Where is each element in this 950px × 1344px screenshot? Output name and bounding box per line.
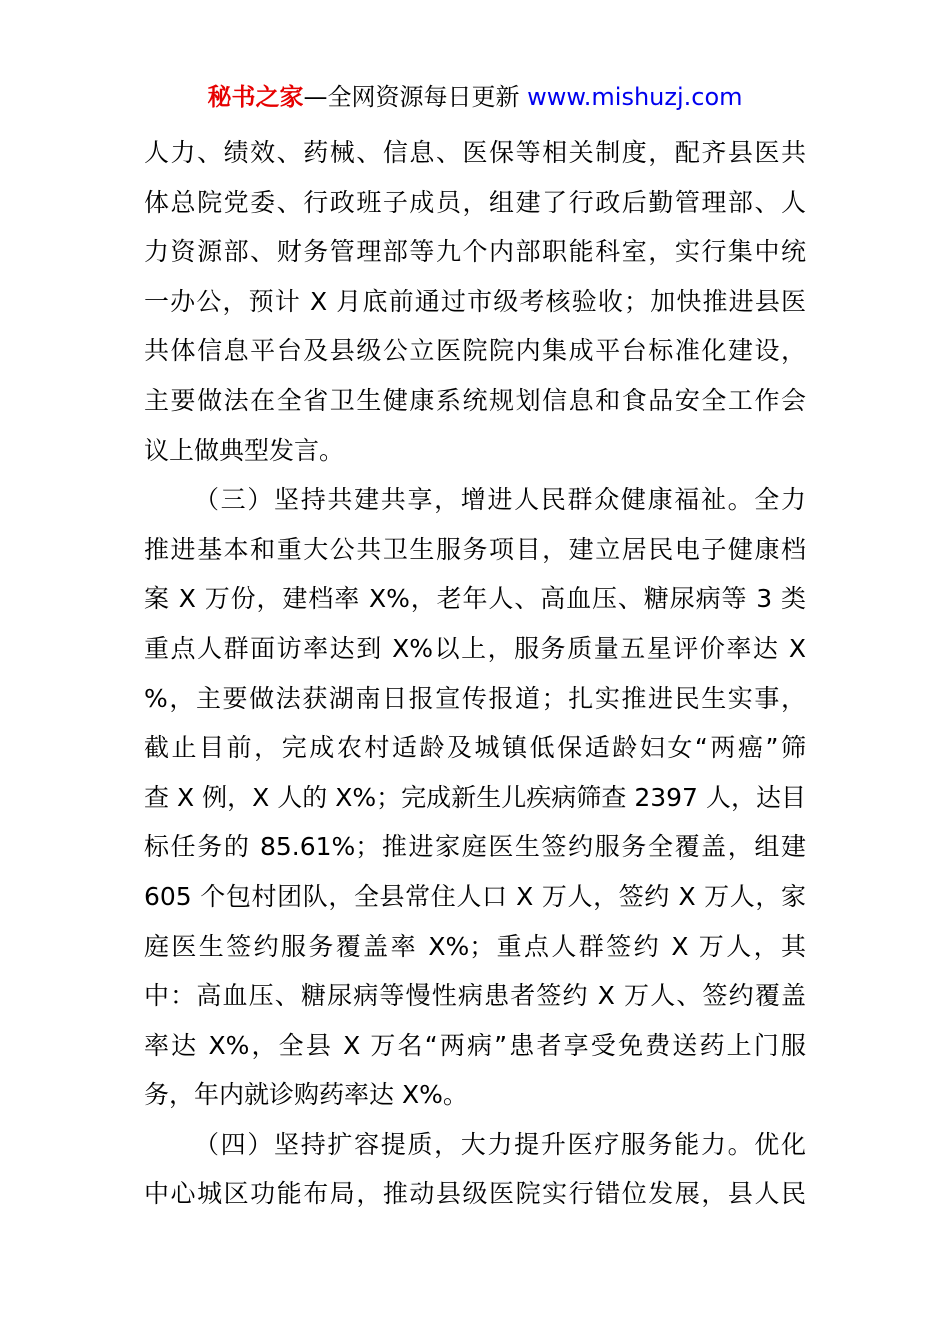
text-line: （三）坚持共建共享，增进人民群众健康福祉。全力 bbox=[194, 485, 806, 515]
text-line: 议上做典型发言。 bbox=[144, 435, 345, 465]
text-line: 体总院党委、行政班子成员，组建了行政后勤管理部、人 bbox=[144, 187, 806, 217]
text-line: 重点人群面访率达到 X%以上，服务质量五星评价率达 X bbox=[144, 633, 806, 663]
text-line: 一办公，预计 X 月底前通过市级考核验收；加快推进县医 bbox=[144, 286, 806, 316]
site-tagline: —全网资源每日更新 bbox=[303, 83, 520, 111]
text-line: 推进基本和重大公共卫生服务项目，建立居民电子健康档 bbox=[144, 534, 806, 564]
text-line: 人力、绩效、药械、信息、医保等相关制度，配齐县医共 bbox=[144, 138, 806, 167]
site-header bbox=[0, 80, 950, 114]
text-line: 率达 X%，全县 X 万名“两病”患者享受免费送药上门服 bbox=[144, 1030, 806, 1060]
site-brand: 秘书之家 bbox=[207, 83, 304, 111]
text-line: 务，年内就诊购药率达 X%。 bbox=[144, 1080, 468, 1110]
text-line: （四）坚持扩容提质，大力提升医疗服务能力。优化 bbox=[194, 1129, 806, 1159]
site-url-link[interactable]: www.mishuzj.com bbox=[527, 83, 743, 111]
text-line: %，主要做法获湖南日报宣传报道；扎实推进民生实事， bbox=[144, 683, 806, 713]
text-line: 中：高血压、糖尿病等慢性病患者签约 X 万人、签约覆盖 bbox=[144, 981, 806, 1011]
text-line: 标任务的 85.61%；推进家庭医生签约服务全覆盖，组建 bbox=[144, 832, 806, 862]
text-line: 截止目前，完成农村适龄及城镇低保适龄妇女“两癌”筛 bbox=[144, 733, 806, 763]
text-line: 中心城区功能布局，推动县级医院实行错位发展，县人民 bbox=[144, 1179, 806, 1209]
text-line: 庭医生签约服务覆盖率 X%；重点人群签约 X 万人，其 bbox=[144, 931, 806, 961]
text-line: 力资源部、财务管理部等九个内部职能科室，实行集中统 bbox=[144, 237, 806, 267]
text-line: 查 X 例，X 人的 X%；完成新生儿疾病筛查 2397 人，达目 bbox=[144, 782, 806, 812]
text-line: 605 个包村团队，全县常住人口 X 万人，签约 X 万人，家 bbox=[144, 881, 806, 911]
document-body bbox=[144, 128, 806, 1219]
text-line: 主要做法在全省卫生健康系统规划信息和食品安全工作会 bbox=[144, 385, 806, 415]
text-line: 案 X 万份，建档率 X%，老年人、高血压、糖尿病等 3 类 bbox=[144, 584, 806, 614]
text-line: 共体信息平台及县级公立医院院内集成平台标准化建设， bbox=[144, 336, 806, 366]
